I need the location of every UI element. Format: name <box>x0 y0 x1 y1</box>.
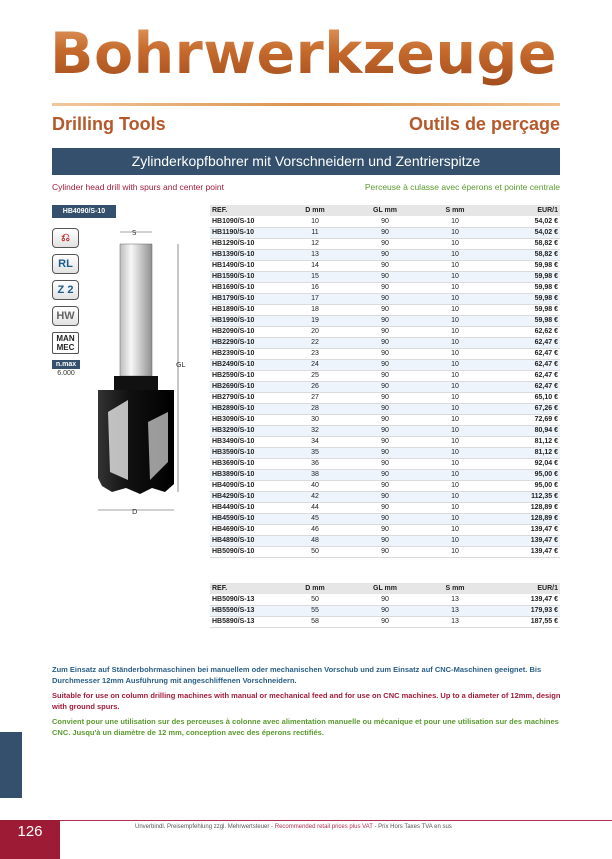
cell-length: 90 <box>350 491 420 502</box>
table-row <box>210 293 560 304</box>
cell-length: 90 <box>350 370 420 381</box>
col-diameter: D mm <box>280 205 350 216</box>
max-speed-badge <box>52 360 80 380</box>
feature-icons <box>52 228 80 380</box>
cell-price: 81,12 € <box>490 447 560 458</box>
cell-length: 90 <box>350 260 420 271</box>
table-row <box>210 436 560 447</box>
cell-length: 90 <box>350 403 420 414</box>
table-row <box>210 260 560 271</box>
cell-diameter: 36 <box>280 458 350 469</box>
cell-length: 90 <box>350 249 420 260</box>
cell-length: 90 <box>350 348 420 359</box>
cell-diameter: 14 <box>280 260 350 271</box>
footer-divider <box>60 820 612 821</box>
cell-ref: HB4890/S-10 <box>210 535 280 546</box>
cell-price: 139,47 € <box>490 546 560 557</box>
cell-price: 139,47 € <box>490 535 560 546</box>
cell-price: 62,47 € <box>490 348 560 359</box>
cell-diameter: 44 <box>280 502 350 513</box>
cell-shank: 10 <box>420 326 490 337</box>
cell-price: 179,93 € <box>490 605 560 616</box>
table-row <box>210 458 560 469</box>
cell-price: 62,47 € <box>490 337 560 348</box>
cell-ref: HB1990/S-10 <box>210 315 280 326</box>
cell-length: 90 <box>350 216 420 227</box>
col-ref: REF. <box>210 205 280 216</box>
table-row <box>210 616 560 627</box>
table-row <box>210 414 560 425</box>
cell-length: 90 <box>350 436 420 447</box>
cell-length: 90 <box>350 458 420 469</box>
table-row <box>210 447 560 458</box>
cell-shank: 10 <box>420 238 490 249</box>
title-divider <box>52 103 560 106</box>
cell-price: 92,04 € <box>490 458 560 469</box>
cell-diameter: 46 <box>280 524 350 535</box>
feed-mec-label: MEC <box>56 343 75 352</box>
cell-shank: 10 <box>420 227 490 238</box>
cell-length: 90 <box>350 502 420 513</box>
material-icon: HW <box>52 306 79 326</box>
table-row <box>210 315 560 326</box>
cell-ref: HB2390/S-10 <box>210 348 280 359</box>
cell-shank: 10 <box>420 535 490 546</box>
cell-length: 90 <box>350 392 420 403</box>
cell-price: 187,55 € <box>490 616 560 627</box>
cell-shank: 10 <box>420 282 490 293</box>
teeth-count-icon: Z 2 <box>52 280 79 300</box>
cell-diameter: 30 <box>280 414 350 425</box>
cell-ref: HB1790/S-10 <box>210 293 280 304</box>
cell-length: 90 <box>350 282 420 293</box>
footer-text-de: Unverbindl. Preisempfehlung zzgl. Mehrwertsteuer - <box>135 824 275 830</box>
cell-price: 62,47 € <box>490 370 560 381</box>
cell-price: 139,47 € <box>490 594 560 605</box>
cell-diameter: 13 <box>280 249 350 260</box>
cell-diameter: 10 <box>280 216 350 227</box>
product-description-french: Perceuse à culasse avec éperons et pointe centrale <box>364 182 560 192</box>
cell-shank: 10 <box>420 359 490 370</box>
cell-length: 90 <box>350 546 420 557</box>
feed-type-icon <box>52 332 79 354</box>
cell-shank: 10 <box>420 414 490 425</box>
cell-shank: 10 <box>420 348 490 359</box>
cell-shank: 10 <box>420 447 490 458</box>
cell-price: 95,00 € <box>490 469 560 480</box>
dim-d-label: D <box>132 508 138 516</box>
cell-ref: HB5890/S-13 <box>210 616 280 627</box>
cell-ref: HB1390/S-10 <box>210 249 280 260</box>
cell-shank: 10 <box>420 392 490 403</box>
cell-price: 59,98 € <box>490 304 560 315</box>
cell-ref: HB1590/S-10 <box>210 271 280 282</box>
cell-ref: HB1890/S-10 <box>210 304 280 315</box>
subtitle-french: Outils de perçage <box>408 114 560 134</box>
cell-ref: HB4690/S-10 <box>210 524 280 535</box>
chapter-tab <box>0 732 22 798</box>
table-row <box>210 282 560 293</box>
cell-ref: HB1690/S-10 <box>210 282 280 293</box>
cell-diameter: 55 <box>280 605 350 616</box>
table-row <box>210 271 560 282</box>
table-row <box>210 348 560 359</box>
cell-shank: 10 <box>420 271 490 282</box>
col-shank: S mm <box>420 205 490 216</box>
cell-length: 90 <box>350 605 420 616</box>
table-row <box>210 480 560 491</box>
rotation-icon: RL <box>52 254 79 274</box>
cell-diameter: 11 <box>280 227 350 238</box>
table-row <box>210 370 560 381</box>
table-row <box>210 238 560 249</box>
col-price: EUR/1 <box>490 205 560 216</box>
table-row <box>210 524 560 535</box>
cell-diameter: 12 <box>280 238 350 249</box>
cell-price: 59,98 € <box>490 282 560 293</box>
cell-price: 59,98 € <box>490 293 560 304</box>
cell-ref: HB3090/S-10 <box>210 414 280 425</box>
table-row <box>210 425 560 436</box>
cell-ref: HB4090/S-10 <box>210 480 280 491</box>
drill-shank <box>120 244 152 376</box>
col-length: GL mm <box>350 205 420 216</box>
cell-ref: HB1190/S-10 <box>210 227 280 238</box>
table-row <box>210 304 560 315</box>
cell-length: 90 <box>350 616 420 627</box>
footer-text-en: Recommended retail prices plus VAT <box>274 824 373 830</box>
cell-length: 90 <box>350 326 420 337</box>
footer-text-fr: - Prix Hors Taxes TVA en sus <box>372 824 452 830</box>
cell-diameter: 48 <box>280 535 350 546</box>
cell-shank: 10 <box>420 480 490 491</box>
cell-shank: 10 <box>420 491 490 502</box>
cell-diameter: 58 <box>280 616 350 627</box>
cell-diameter: 15 <box>280 271 350 282</box>
cell-length: 90 <box>350 359 420 370</box>
cell-length: 90 <box>350 293 420 304</box>
cell-length: 90 <box>350 414 420 425</box>
table-row <box>210 359 560 370</box>
cell-price: 59,98 € <box>490 260 560 271</box>
cell-shank: 10 <box>420 546 490 557</box>
cell-length: 90 <box>350 469 420 480</box>
cell-ref: HB4290/S-10 <box>210 491 280 502</box>
table-row <box>210 227 560 238</box>
col-shank: S mm <box>420 583 490 594</box>
cell-length: 90 <box>350 447 420 458</box>
cell-diameter: 34 <box>280 436 350 447</box>
cell-shank: 10 <box>420 458 490 469</box>
table-header-row <box>210 583 560 594</box>
cell-length: 90 <box>350 227 420 238</box>
cell-diameter: 50 <box>280 546 350 557</box>
max-speed-label: n.max <box>52 360 80 369</box>
cell-shank: 13 <box>420 616 490 627</box>
cell-diameter: 40 <box>280 480 350 491</box>
cell-diameter: 32 <box>280 425 350 436</box>
cell-price: 58,82 € <box>490 238 560 249</box>
col-ref: REF. <box>210 583 280 594</box>
table-row <box>210 381 560 392</box>
cell-shank: 10 <box>420 381 490 392</box>
cell-diameter: 20 <box>280 326 350 337</box>
cell-ref: HB2790/S-10 <box>210 392 280 403</box>
drill-illustration <box>90 222 200 522</box>
table-row <box>210 594 560 605</box>
cell-diameter: 25 <box>280 370 350 381</box>
table-row <box>210 337 560 348</box>
cell-price: 67,26 € <box>490 403 560 414</box>
cell-diameter: 23 <box>280 348 350 359</box>
page-number: 126 <box>0 820 60 859</box>
cell-length: 90 <box>350 535 420 546</box>
cell-length: 90 <box>350 513 420 524</box>
cell-shank: 10 <box>420 304 490 315</box>
cell-ref: HB2590/S-10 <box>210 370 280 381</box>
table-row <box>210 513 560 524</box>
cell-ref: HB3690/S-10 <box>210 458 280 469</box>
table-row <box>210 326 560 337</box>
cell-price: 112,35 € <box>490 491 560 502</box>
cell-length: 90 <box>350 524 420 535</box>
cell-diameter: 18 <box>280 304 350 315</box>
cell-shank: 10 <box>420 260 490 271</box>
cell-ref: HB3490/S-10 <box>210 436 280 447</box>
cell-ref: HB2090/S-10 <box>210 326 280 337</box>
cell-price: 72,69 € <box>490 414 560 425</box>
table-row <box>210 469 560 480</box>
table-row <box>210 535 560 546</box>
cell-price: 128,89 € <box>490 502 560 513</box>
cell-shank: 13 <box>420 605 490 616</box>
subtitle-english: Drilling Tools <box>52 114 166 134</box>
usage-note-english: Suitable for use on column drilling machines with manual or mechanical feed and for use on CNC machines. Up to a diameter of 12mm, design with ground spurs. <box>52 691 561 711</box>
cell-ref: HB3890/S-10 <box>210 469 280 480</box>
cell-ref: HB1490/S-10 <box>210 260 280 271</box>
cell-diameter: 38 <box>280 469 350 480</box>
cell-ref: HB2490/S-10 <box>210 359 280 370</box>
cell-price: 139,47 € <box>490 524 560 535</box>
cell-diameter: 24 <box>280 359 350 370</box>
table-row <box>210 392 560 403</box>
cell-ref: HB3590/S-10 <box>210 447 280 458</box>
cell-length: 90 <box>350 480 420 491</box>
table-row <box>210 216 560 227</box>
drill-body <box>114 376 158 390</box>
cell-price: 128,89 € <box>490 513 560 524</box>
cell-diameter: 42 <box>280 491 350 502</box>
dim-gl-label: GL <box>176 361 186 369</box>
usage-note-french: Convient pour une utilisation sur des perceuses à colonne avec alimentation manuelle ou mécanique et pour une utilisation sur des machines CNC. Jusqu'à un diamètre de 12 mm, conception avec des éperons rectifiés. <box>52 717 559 737</box>
cell-diameter: 28 <box>280 403 350 414</box>
cell-price: 59,98 € <box>490 271 560 282</box>
cell-diameter: 50 <box>280 594 350 605</box>
cell-ref: HB5090/S-10 <box>210 546 280 557</box>
cell-ref: HB2690/S-10 <box>210 381 280 392</box>
cell-ref: HB3290/S-10 <box>210 425 280 436</box>
cell-diameter: 35 <box>280 447 350 458</box>
table-row <box>210 546 560 557</box>
cell-shank: 10 <box>420 293 490 304</box>
col-price: EUR/1 <box>490 583 560 594</box>
cell-ref: HB2290/S-10 <box>210 337 280 348</box>
max-speed-value: 6.000 <box>57 370 75 377</box>
product-code-tag: HB4090/S-10 <box>52 205 116 218</box>
cell-shank: 10 <box>420 370 490 381</box>
cell-price: 59,98 € <box>490 315 560 326</box>
cell-price: 54,02 € <box>490 227 560 238</box>
cell-length: 90 <box>350 304 420 315</box>
cell-length: 90 <box>350 238 420 249</box>
cell-diameter: 19 <box>280 315 350 326</box>
cell-length: 90 <box>350 425 420 436</box>
table-row <box>210 249 560 260</box>
cell-shank: 10 <box>420 524 490 535</box>
table-header-row <box>210 205 560 216</box>
cell-length: 90 <box>350 381 420 392</box>
cell-ref: HB4490/S-10 <box>210 502 280 513</box>
cell-price: 80,94 € <box>490 425 560 436</box>
cell-shank: 10 <box>420 502 490 513</box>
cell-price: 81,12 € <box>490 436 560 447</box>
cell-price: 62,62 € <box>490 326 560 337</box>
cell-diameter: 22 <box>280 337 350 348</box>
cell-shank: 10 <box>420 513 490 524</box>
section-banner: Zylinderkopfbohrer mit Vorschneidern und Zentrierspitze <box>52 148 560 175</box>
table-row <box>210 502 560 513</box>
cell-diameter: 16 <box>280 282 350 293</box>
cell-price: 65,10 € <box>490 392 560 403</box>
usage-note-german: Zum Einsatz auf Ständerbohrmaschinen bei manuellem oder mechanischen Vorschub und zum Einsatz auf CNC-Maschinen geeignet. Bis Durchmesser 12mm Ausführung mit angeschliffenen Vorschneidern. <box>52 665 542 685</box>
cell-diameter: 27 <box>280 392 350 403</box>
cell-shank: 10 <box>420 469 490 480</box>
cell-price: 62,47 € <box>490 381 560 392</box>
cell-length: 90 <box>350 337 420 348</box>
cell-shank: 10 <box>420 216 490 227</box>
col-length: GL mm <box>350 583 420 594</box>
cell-price: 58,82 € <box>490 249 560 260</box>
cell-shank: 10 <box>420 403 490 414</box>
col-diameter: D mm <box>280 583 350 594</box>
cell-shank: 10 <box>420 436 490 447</box>
cell-ref: HB1090/S-10 <box>210 216 280 227</box>
cell-shank: 10 <box>420 425 490 436</box>
cell-length: 90 <box>350 594 420 605</box>
cell-ref: HB5590/S-13 <box>210 605 280 616</box>
cell-ref: HB2890/S-10 <box>210 403 280 414</box>
cell-shank: 10 <box>420 337 490 348</box>
cell-price: 54,02 € <box>490 216 560 227</box>
page-title: Bohrwerkzeuge <box>50 18 570 90</box>
cell-length: 90 <box>350 315 420 326</box>
price-table-s10 <box>210 205 560 558</box>
cell-shank: 13 <box>420 594 490 605</box>
price-table-s13 <box>210 583 560 628</box>
table-row <box>210 491 560 502</box>
dim-s-label: S <box>132 229 137 237</box>
cell-shank: 10 <box>420 315 490 326</box>
cell-diameter: 17 <box>280 293 350 304</box>
footer-price-note <box>135 824 452 830</box>
cell-ref: HB1290/S-10 <box>210 238 280 249</box>
table-row <box>210 605 560 616</box>
cell-ref: HB4590/S-10 <box>210 513 280 524</box>
feed-man-label: MAN <box>56 334 75 343</box>
cell-diameter: 26 <box>280 381 350 392</box>
product-description-english: Cylinder head drill with spurs and center point <box>52 182 224 192</box>
table-row <box>210 403 560 414</box>
cell-shank: 10 <box>420 249 490 260</box>
cell-price: 62,47 € <box>490 359 560 370</box>
cell-length: 90 <box>350 271 420 282</box>
shank-lock-icon: ⎌ <box>52 228 79 248</box>
cell-price: 95,00 € <box>490 480 560 491</box>
cell-diameter: 45 <box>280 513 350 524</box>
cell-ref: HB5090/S-13 <box>210 594 280 605</box>
